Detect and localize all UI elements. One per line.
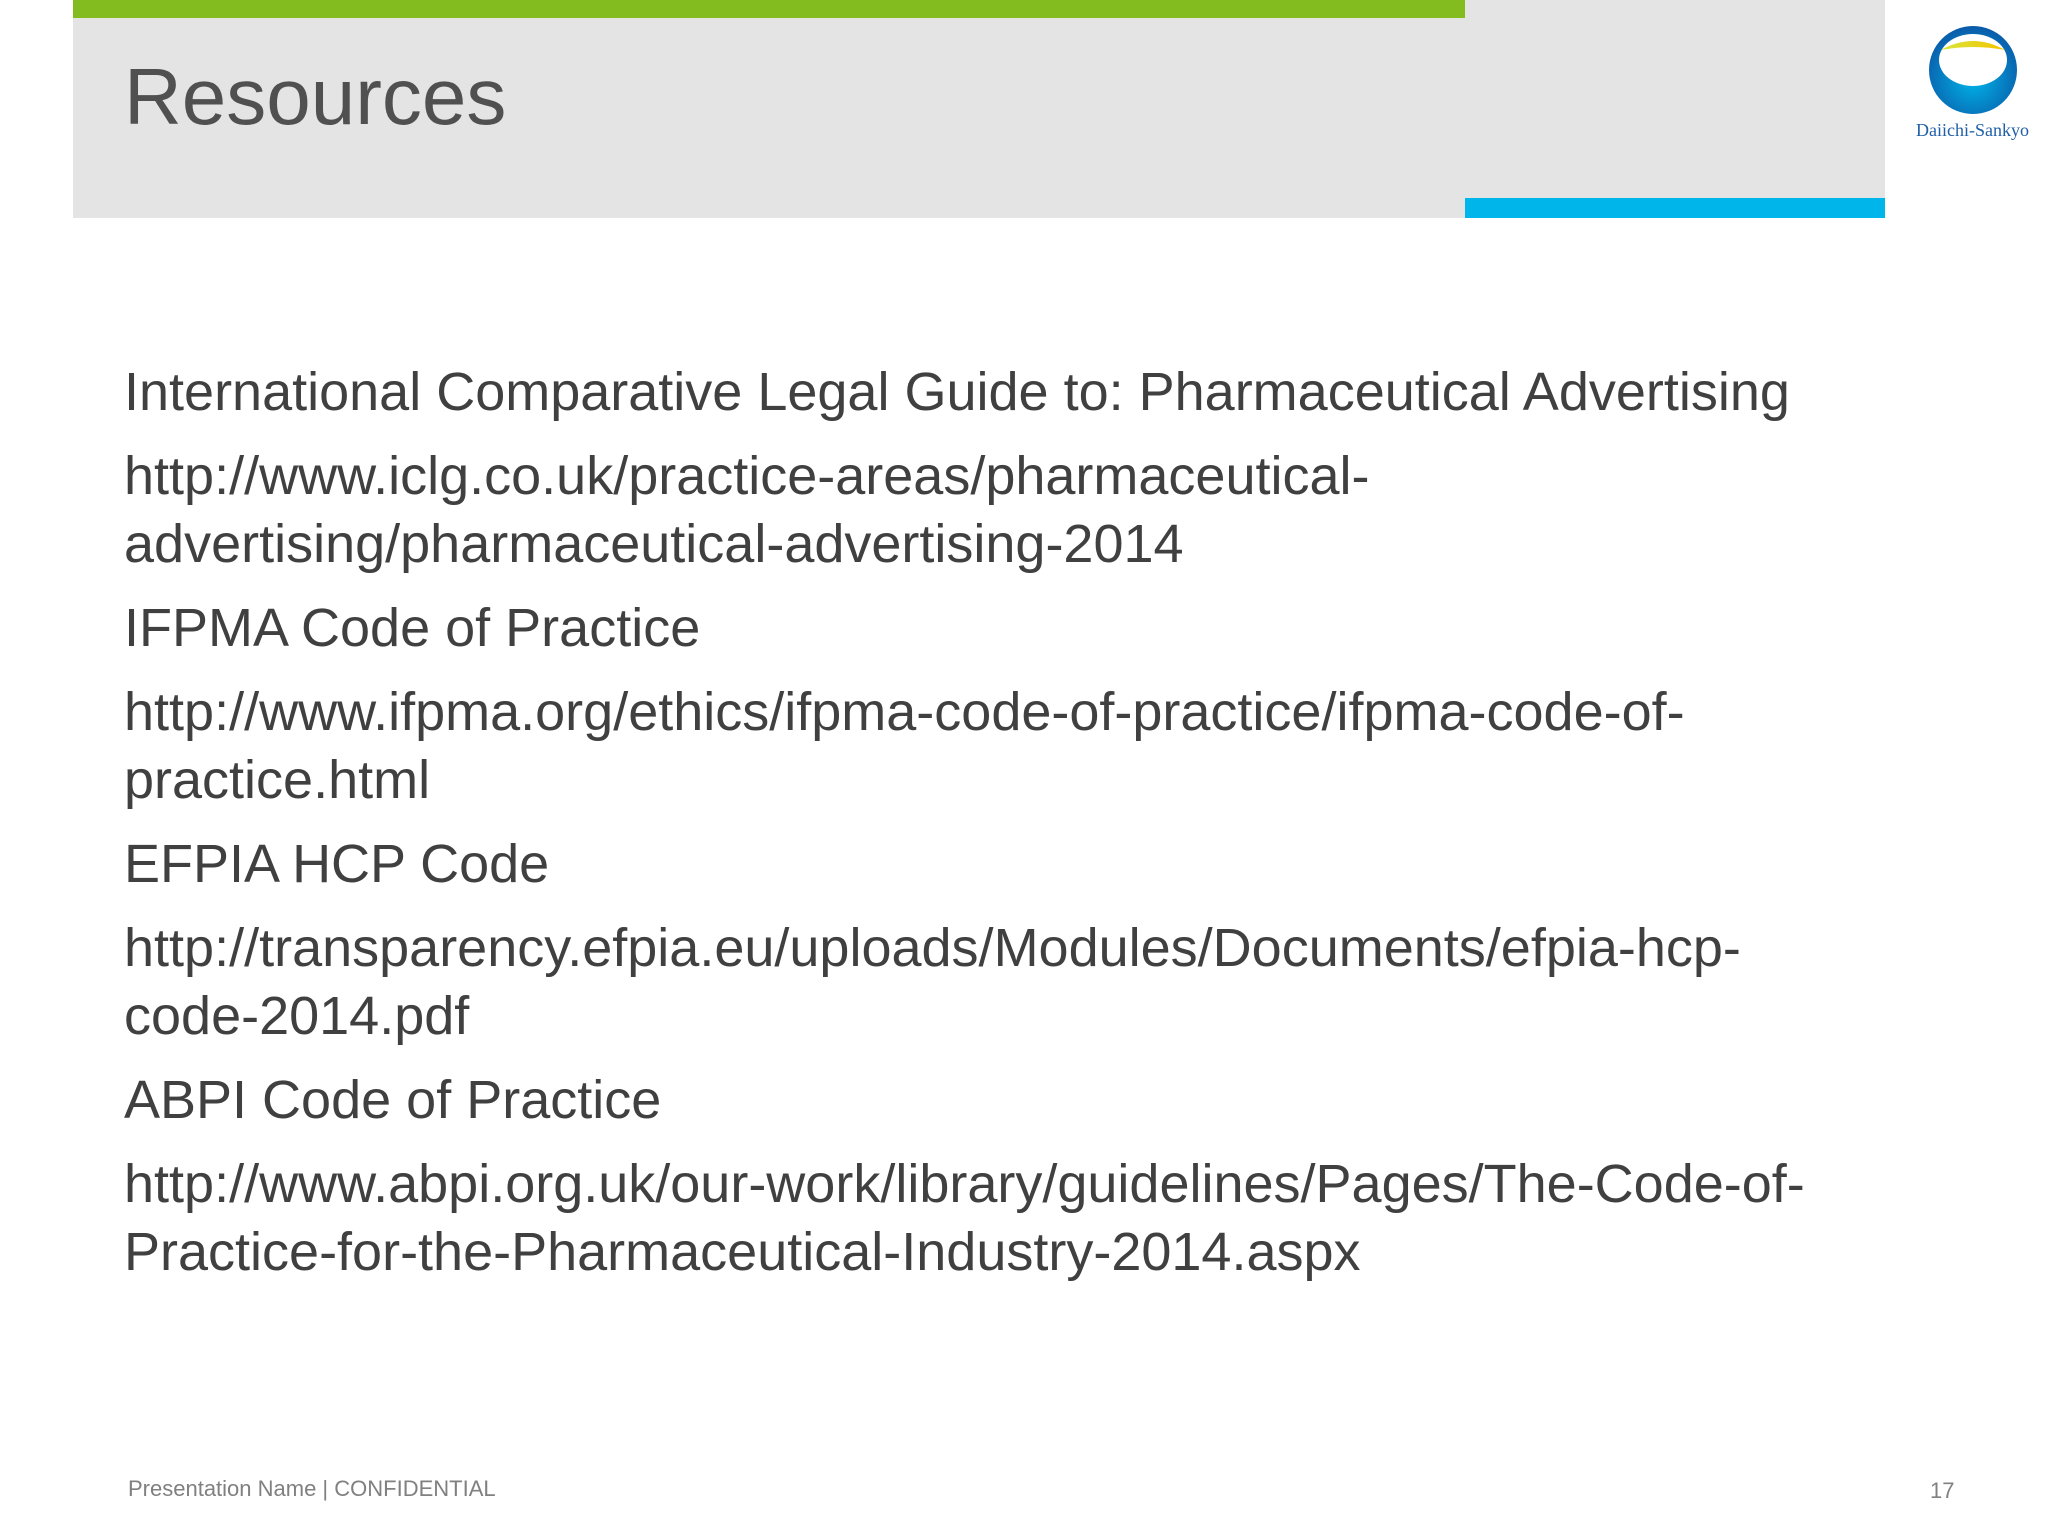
logo-text: Daiichi-Sankyo — [1916, 120, 2029, 140]
resource-url-ifpma[interactable] — [124, 678, 1924, 814]
blue-accent-bar — [1465, 198, 1885, 218]
resource-title-efpia: EFPIA HCP Code — [124, 834, 550, 894]
url-line: practice.html — [124, 750, 431, 810]
url-line: http://www.ifpma.org/ethics/ifpma-code-of-practice/ifpma-code-of- — [124, 682, 1685, 742]
url-line: http://www.abpi.org.uk/our-work/library/guidelines/Pages/The-Code-of- — [124, 1154, 1805, 1214]
daiichi-sankyo-logo-icon — [1927, 24, 2019, 116]
resource-title-abpi: ABPI Code of Practice — [124, 1070, 662, 1130]
resource-url-abpi[interactable] — [124, 1150, 1924, 1286]
resource-list — [124, 358, 1924, 1302]
resource-url-efpia[interactable] — [124, 914, 1924, 1050]
resource-title-ifpma: IFPMA Code of Practice — [124, 598, 701, 658]
company-logo — [1905, 24, 2040, 154]
url-line: http://transparency.efpia.eu/uploads/Modules/Documents/efpia-hcp- — [124, 918, 1741, 978]
resource-title-iclg: International Comparative Legal Guide to: Pharmaceutical Advertising — [124, 362, 1790, 422]
url-line: http://www.iclg.co.uk/practice-areas/pharmaceutical- — [124, 446, 1370, 506]
green-accent-bar — [73, 0, 1465, 18]
slide-title: Resources — [124, 52, 507, 141]
resource-url-iclg[interactable] — [124, 442, 1924, 578]
page-number: 17 — [1930, 1478, 1955, 1503]
url-line: advertising/pharmaceutical-advertising-2014 — [124, 514, 1184, 574]
footer-text: Presentation Name | CONFIDENTIAL — [128, 1476, 496, 1501]
url-line: Practice-for-the-Pharmaceutical-Industry-2014.aspx — [124, 1222, 1361, 1282]
url-line: code-2014.pdf — [124, 986, 470, 1046]
